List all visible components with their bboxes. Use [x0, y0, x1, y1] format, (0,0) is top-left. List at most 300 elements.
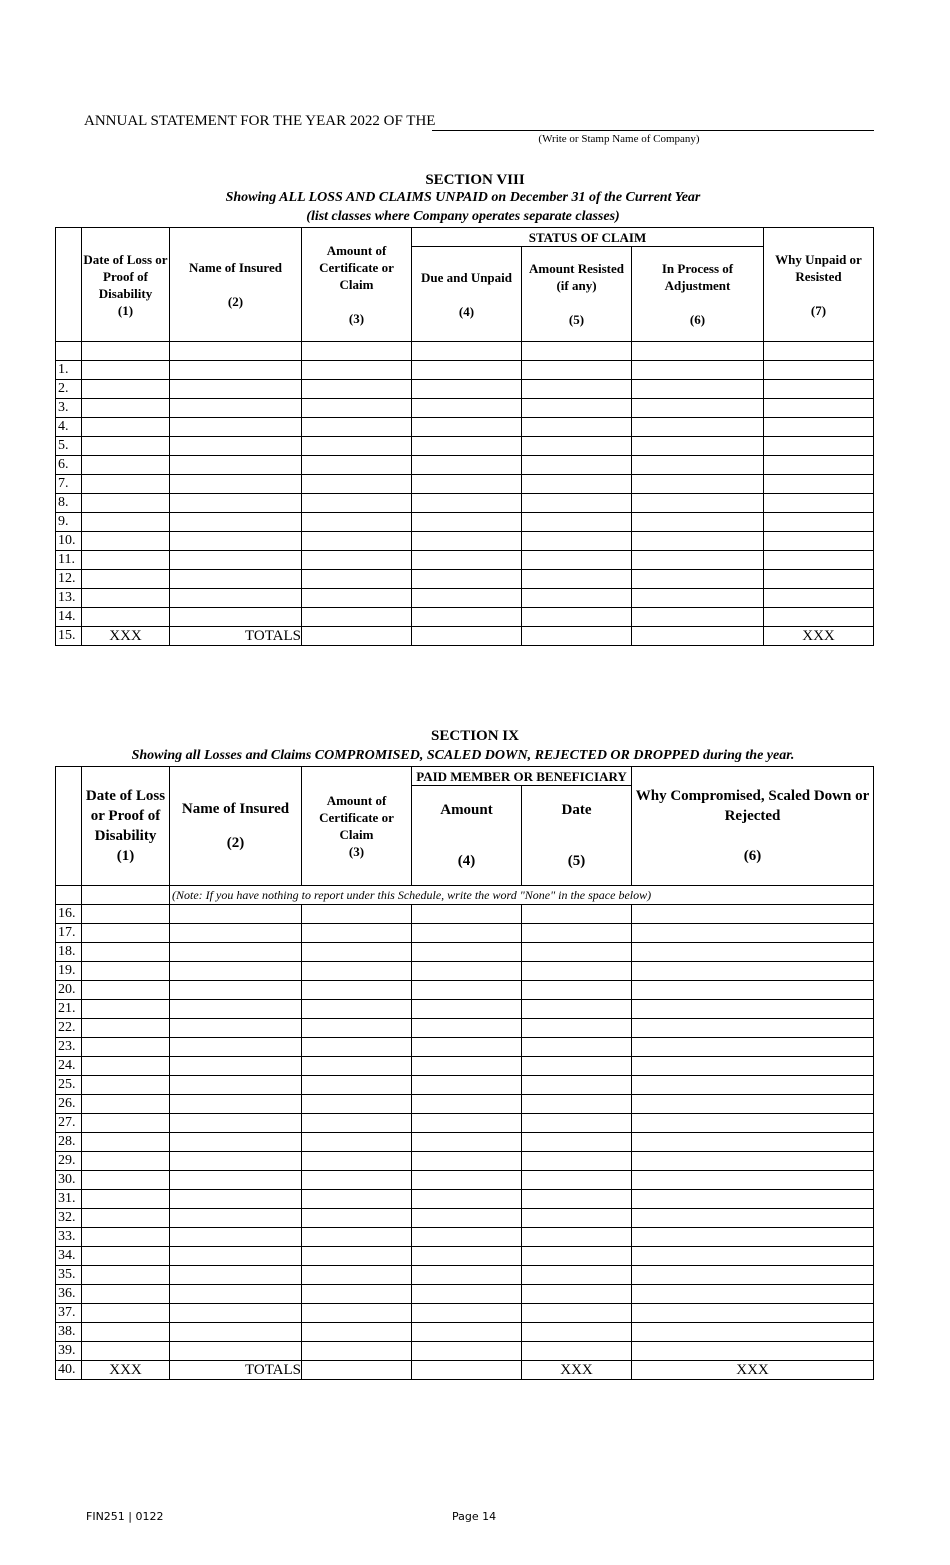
entry-cell-col4[interactable]: [412, 924, 522, 943]
entry-cell-col3[interactable]: [302, 399, 412, 418]
entry-cell-col7[interactable]: [764, 570, 874, 589]
entry-cell-col2[interactable]: [170, 361, 302, 380]
entry-cell-col1[interactable]: [82, 1304, 170, 1323]
entry-cell-col4[interactable]: [412, 1342, 522, 1361]
entry-cell-col4[interactable]: [412, 1038, 522, 1057]
entry-cell-col4[interactable]: [412, 1057, 522, 1076]
entry-cell-col6[interactable]: [632, 1114, 874, 1133]
entry-cell-col5[interactable]: [522, 1095, 632, 1114]
section-viii-subtitle: Showing ALL LOSS AND CLAIMS UNPAID on December 31 of the Current Year: [225, 190, 701, 205]
table-row: [56, 1152, 874, 1171]
entry-cell-col2[interactable]: [170, 1304, 302, 1323]
entry-cell-col6[interactable]: [632, 1076, 874, 1095]
entry-cell-col4[interactable]: [412, 1304, 522, 1323]
entry-cell-col5[interactable]: [522, 1209, 632, 1228]
entry-cell-col2[interactable]: [170, 1152, 302, 1171]
entry-cell-col3[interactable]: [302, 589, 412, 608]
entry-cell-col2[interactable]: [170, 905, 302, 924]
row-number: 14.: [56, 608, 82, 627]
entry-cell-col4[interactable]: [412, 905, 522, 924]
entry-cell-col5[interactable]: [522, 1323, 632, 1342]
entry-cell-col5[interactable]: [522, 924, 632, 943]
entry-cell-col5[interactable]: [522, 1076, 632, 1095]
entry-cell-col2[interactable]: [170, 1285, 302, 1304]
entry-cell-col1[interactable]: [82, 1342, 170, 1361]
paid-member-header: PAID MEMBER OR BENEFICIARY: [412, 767, 632, 786]
entry-cell-col3[interactable]: [302, 532, 412, 551]
entry-cell-col7[interactable]: [764, 589, 874, 608]
entry-cell-col4[interactable]: [412, 437, 522, 456]
entry-cell-col6[interactable]: [632, 1152, 874, 1171]
entry-cell-col1[interactable]: [82, 1323, 170, 1342]
entry-cell-col1[interactable]: [82, 1152, 170, 1171]
entry-cell-col4[interactable]: [412, 1209, 522, 1228]
entry-cell-col3[interactable]: [302, 361, 412, 380]
entry-cell-col1[interactable]: [82, 475, 170, 494]
entry-cell-col1[interactable]: [82, 361, 170, 380]
entry-cell-col7[interactable]: [764, 551, 874, 570]
entry-cell-col5[interactable]: [522, 962, 632, 981]
entry-cell-col7[interactable]: [764, 418, 874, 437]
totals-adjustment[interactable]: [632, 627, 764, 646]
entry-cell-col2[interactable]: [170, 1228, 302, 1247]
entry-cell-col5[interactable]: [522, 494, 632, 513]
entry-cell-col6[interactable]: [632, 1247, 874, 1266]
status-of-claim-header: STATUS OF CLAIM: [412, 228, 764, 247]
entry-cell-col2[interactable]: [170, 570, 302, 589]
row-number-header: [56, 228, 82, 342]
entry-cell-col1[interactable]: [82, 924, 170, 943]
column-header-5: Date (5): [522, 786, 632, 886]
entry-cell-col1[interactable]: [82, 1171, 170, 1190]
entry-cell-col2[interactable]: [170, 475, 302, 494]
entry-cell-col3[interactable]: [302, 475, 412, 494]
entry-cell-col6[interactable]: [632, 962, 874, 981]
entry-cell-col2[interactable]: [170, 1247, 302, 1266]
row-number: 17.: [56, 924, 82, 943]
entry-cell-col1[interactable]: [82, 456, 170, 475]
entry-cell-col4[interactable]: [412, 962, 522, 981]
entry-cell-col1[interactable]: [82, 1076, 170, 1095]
entry-cell-col3[interactable]: [302, 1342, 412, 1361]
entry-cell-col5[interactable]: [522, 1114, 632, 1133]
entry-cell-col5[interactable]: [522, 1285, 632, 1304]
entry-cell-col7[interactable]: [764, 437, 874, 456]
entry-cell-col1[interactable]: [82, 513, 170, 532]
row-number: 21.: [56, 1000, 82, 1019]
entry-cell-col6[interactable]: [632, 1342, 874, 1361]
entry-cell-col6[interactable]: [632, 1019, 874, 1038]
table-row: [56, 1000, 874, 1019]
totals-amount-claim[interactable]: [302, 1361, 412, 1380]
totals-date: XXX: [522, 1361, 632, 1380]
entry-cell-col2[interactable]: [170, 1209, 302, 1228]
entry-cell-col4[interactable]: [412, 1095, 522, 1114]
entry-cell-col6[interactable]: [632, 1228, 874, 1247]
entry-cell-col1[interactable]: [82, 551, 170, 570]
company-name-line[interactable]: [432, 130, 874, 131]
entry-cell-col4[interactable]: [412, 1114, 522, 1133]
entry-cell-col2[interactable]: [170, 1342, 302, 1361]
entry-cell-col2[interactable]: [170, 1076, 302, 1095]
entry-cell-col6[interactable]: [632, 399, 764, 418]
entry-cell-col1[interactable]: [82, 1019, 170, 1038]
row-number-header: [56, 767, 82, 886]
entry-cell-col1[interactable]: [82, 608, 170, 627]
entry-cell-col7[interactable]: [764, 532, 874, 551]
entry-cell-col2[interactable]: [170, 1171, 302, 1190]
entry-cell-col6[interactable]: [632, 1038, 874, 1057]
entry-cell-col6[interactable]: [632, 1171, 874, 1190]
entry-cell-col4[interactable]: [412, 1133, 522, 1152]
row-number: 13.: [56, 589, 82, 608]
table-row: [56, 1038, 874, 1057]
entry-cell-col4[interactable]: [412, 551, 522, 570]
entry-cell-col3[interactable]: [302, 1266, 412, 1285]
totals-col1: XXX: [82, 1361, 170, 1380]
entry-cell-col6[interactable]: [632, 437, 764, 456]
entry-cell-col1[interactable]: [82, 981, 170, 1000]
section-viii-subtitle-classes: (list classes where Company operates separate classes): [306, 209, 620, 224]
entry-cell-col5[interactable]: [522, 1304, 632, 1323]
totals-due-unpaid[interactable]: [412, 627, 522, 646]
entry-cell-col6[interactable]: [632, 1190, 874, 1209]
entry-cell-col2[interactable]: [170, 589, 302, 608]
entry-cell-col1[interactable]: [82, 943, 170, 962]
entry-cell-col2[interactable]: [170, 924, 302, 943]
entry-cell-col6[interactable]: [632, 924, 874, 943]
entry-cell-col5[interactable]: [522, 608, 632, 627]
entry-cell-col4[interactable]: [412, 1323, 522, 1342]
entry-cell-col4[interactable]: [412, 532, 522, 551]
entry-cell-col6[interactable]: [632, 1285, 874, 1304]
entry-cell-col7[interactable]: [764, 380, 874, 399]
entry-cell-col4[interactable]: [412, 1152, 522, 1171]
entry-cell-col5[interactable]: [522, 1057, 632, 1076]
entry-cell-col5[interactable]: [522, 551, 632, 570]
entry-cell-col5[interactable]: [522, 380, 632, 399]
row-number: 15.: [56, 627, 82, 646]
row-number: 37.: [56, 1304, 82, 1323]
entry-cell-col6[interactable]: [632, 1323, 874, 1342]
entry-cell-col2[interactable]: [170, 1019, 302, 1038]
entry-cell-col2[interactable]: [170, 1114, 302, 1133]
entry-cell-col4[interactable]: [412, 1076, 522, 1095]
entry-cell-col5[interactable]: [522, 1133, 632, 1152]
entry-cell-col3[interactable]: [302, 1076, 412, 1095]
entry-cell-col3[interactable]: [302, 924, 412, 943]
entry-cell-col2[interactable]: [170, 943, 302, 962]
entry-cell-col2[interactable]: [170, 1000, 302, 1019]
entry-cell-col2[interactable]: [170, 1133, 302, 1152]
entry-cell-col6[interactable]: [632, 589, 764, 608]
entry-cell-col4[interactable]: [412, 1190, 522, 1209]
entry-cell-col5[interactable]: [522, 1247, 632, 1266]
entry-cell-col7[interactable]: [764, 513, 874, 532]
entry-cell-col1[interactable]: [82, 1190, 170, 1209]
entry-cell-col6[interactable]: [632, 513, 764, 532]
entry-cell-col6[interactable]: [632, 608, 764, 627]
entry-cell-col3[interactable]: [302, 380, 412, 399]
row-number: 18.: [56, 943, 82, 962]
entry-cell-col4[interactable]: [412, 1247, 522, 1266]
entry-cell-col3[interactable]: [302, 1190, 412, 1209]
entry-cell-col2[interactable]: [170, 380, 302, 399]
entry-cell-col4[interactable]: [412, 1228, 522, 1247]
table-row: [56, 494, 874, 513]
entry-cell-col5[interactable]: [522, 1019, 632, 1038]
entry-cell-col6[interactable]: [632, 551, 764, 570]
entry-cell-col6[interactable]: [632, 380, 764, 399]
entry-cell-col5[interactable]: [522, 513, 632, 532]
entry-cell-col3[interactable]: [302, 1114, 412, 1133]
entry-cell-col4[interactable]: [412, 608, 522, 627]
entry-cell-col1[interactable]: [82, 570, 170, 589]
entry-cell-col1[interactable]: [82, 1114, 170, 1133]
entry-cell-col6[interactable]: [632, 532, 764, 551]
entry-cell-col5[interactable]: [522, 418, 632, 437]
entry-cell-col5[interactable]: [522, 1152, 632, 1171]
entry-cell-col4[interactable]: [412, 1019, 522, 1038]
entry-cell-col4[interactable]: [412, 399, 522, 418]
entry-cell-col5[interactable]: [522, 905, 632, 924]
entry-cell-col5[interactable]: [522, 589, 632, 608]
entry-cell-col2[interactable]: [170, 437, 302, 456]
table-row: [56, 570, 874, 589]
row-number: 3.: [56, 399, 82, 418]
entry-cell-col2[interactable]: [170, 1038, 302, 1057]
entry-cell-col6[interactable]: [632, 1057, 874, 1076]
entry-cell-col4[interactable]: [412, 1171, 522, 1190]
entry-cell-col2[interactable]: [170, 494, 302, 513]
entry-cell-col6[interactable]: [632, 1304, 874, 1323]
entry-cell-col1[interactable]: [82, 1095, 170, 1114]
entry-cell-col5[interactable]: [522, 1038, 632, 1057]
totals-why: XXX: [632, 1361, 874, 1380]
table-row: [56, 456, 874, 475]
table-row: [56, 1304, 874, 1323]
entry-cell-col1[interactable]: [82, 1228, 170, 1247]
entry-cell-col4[interactable]: [412, 494, 522, 513]
table-row: [56, 943, 874, 962]
entry-cell-col1[interactable]: [82, 1057, 170, 1076]
entry-cell-col5[interactable]: [522, 1000, 632, 1019]
table-row: [56, 608, 874, 627]
entry-cell-col2[interactable]: [170, 1095, 302, 1114]
entry-cell-col2[interactable]: [170, 1323, 302, 1342]
entry-cell-col5[interactable]: [522, 475, 632, 494]
entry-cell-col6[interactable]: [632, 1266, 874, 1285]
entry-cell-col4[interactable]: [412, 1285, 522, 1304]
page-number: Page 14: [452, 1510, 497, 1523]
entry-cell-col1[interactable]: [82, 589, 170, 608]
entry-cell-col4[interactable]: [412, 475, 522, 494]
entry-cell-col4[interactable]: [412, 513, 522, 532]
entry-cell-col1[interactable]: [82, 1038, 170, 1057]
entry-cell-col3[interactable]: [302, 1209, 412, 1228]
section-ix-table: [55, 766, 874, 1380]
entry-cell-col3[interactable]: [302, 1133, 412, 1152]
entry-cell-col3[interactable]: [302, 1000, 412, 1019]
entry-cell-col3[interactable]: [302, 513, 412, 532]
row-number: 19.: [56, 962, 82, 981]
entry-cell-col1[interactable]: [82, 1266, 170, 1285]
entry-cell-col5[interactable]: [522, 361, 632, 380]
entry-cell-col3[interactable]: [302, 570, 412, 589]
entry-cell-col1[interactable]: [82, 399, 170, 418]
entry-cell-col1[interactable]: [82, 532, 170, 551]
entry-cell-col2[interactable]: [170, 399, 302, 418]
entry-cell-col3[interactable]: [302, 981, 412, 1000]
entry-cell-col1[interactable]: [82, 418, 170, 437]
entry-cell-col2[interactable]: [170, 551, 302, 570]
entry-cell-col5[interactable]: [522, 1190, 632, 1209]
entry-cell-col2[interactable]: [170, 1266, 302, 1285]
totals-row: [56, 627, 874, 646]
entry-cell-col4[interactable]: [412, 981, 522, 1000]
totals-resisted[interactable]: [522, 627, 632, 646]
entry-cell-col5[interactable]: [522, 1342, 632, 1361]
entry-cell-col1[interactable]: [82, 1209, 170, 1228]
totals-amount[interactable]: [302, 627, 412, 646]
entry-cell-col3[interactable]: [302, 1095, 412, 1114]
entry-cell-col2[interactable]: [170, 981, 302, 1000]
entry-cell-col3[interactable]: [302, 551, 412, 570]
entry-cell-col5[interactable]: [522, 570, 632, 589]
section-ix-title: SECTION IX: [431, 728, 519, 744]
table-row: [56, 1171, 874, 1190]
column-header-4: Amount (4): [412, 786, 522, 886]
entry-cell-col1[interactable]: [82, 494, 170, 513]
entry-cell-col2[interactable]: [170, 1057, 302, 1076]
entry-cell-col3[interactable]: [302, 608, 412, 627]
entry-cell-col3[interactable]: [302, 418, 412, 437]
entry-cell-col5[interactable]: [522, 1266, 632, 1285]
entry-cell-col5[interactable]: [522, 943, 632, 962]
totals-col7: XXX: [764, 627, 874, 646]
entry-cell-col1[interactable]: [82, 1285, 170, 1304]
entry-cell-col3[interactable]: [302, 1285, 412, 1304]
entry-cell-col6[interactable]: [632, 905, 874, 924]
table-row: [56, 551, 874, 570]
entry-cell-col5[interactable]: [522, 981, 632, 1000]
column-header-3: Amount of Certificate or Claim (3): [302, 767, 412, 886]
entry-cell-col6[interactable]: [632, 943, 874, 962]
totals-amount-paid[interactable]: [412, 1361, 522, 1380]
entry-cell-col3[interactable]: [302, 1228, 412, 1247]
entry-cell-col2[interactable]: [170, 456, 302, 475]
entry-cell-col3[interactable]: [302, 437, 412, 456]
column-header-4: Due and Unpaid (4): [412, 247, 522, 342]
entry-cell-col4[interactable]: [412, 943, 522, 962]
entry-cell-col4[interactable]: [412, 589, 522, 608]
entry-cell-col3[interactable]: [302, 1323, 412, 1342]
entry-cell-col2[interactable]: [170, 532, 302, 551]
entry-cell-col7[interactable]: [764, 475, 874, 494]
entry-cell-col2[interactable]: [170, 1190, 302, 1209]
entry-cell-col3[interactable]: [302, 1304, 412, 1323]
entry-cell-col6[interactable]: [632, 981, 874, 1000]
entry-cell-col7[interactable]: [764, 494, 874, 513]
totals-label: TOTALS: [170, 627, 302, 646]
entry-cell-col3[interactable]: [302, 1019, 412, 1038]
entry-cell-col1[interactable]: [82, 962, 170, 981]
table-row: [56, 962, 874, 981]
entry-cell-col2[interactable]: [170, 418, 302, 437]
row-number: 2.: [56, 380, 82, 399]
entry-cell-col1[interactable]: [82, 1000, 170, 1019]
entry-cell-col5[interactable]: [522, 1171, 632, 1190]
company-name-caption: (Write or Stamp Name of Company): [538, 133, 700, 145]
entry-cell-col3[interactable]: [302, 494, 412, 513]
entry-cell-col4[interactable]: [412, 1266, 522, 1285]
entry-cell-col4[interactable]: [412, 1000, 522, 1019]
entry-cell-col7[interactable]: [764, 456, 874, 475]
entry-cell-col6[interactable]: [632, 475, 764, 494]
entry-cell-col3[interactable]: [302, 943, 412, 962]
row-number: 9.: [56, 513, 82, 532]
entry-cell-col4[interactable]: [412, 418, 522, 437]
table-row: [56, 418, 874, 437]
entry-cell-col3[interactable]: [302, 1247, 412, 1266]
entry-cell-col1[interactable]: [82, 905, 170, 924]
entry-cell-col2[interactable]: [170, 962, 302, 981]
column-header-7: Why Unpaid or Resisted (7): [764, 228, 874, 342]
entry-cell-col5[interactable]: [522, 437, 632, 456]
entry-cell-col2[interactable]: [170, 608, 302, 627]
entry-cell-col6[interactable]: [632, 418, 764, 437]
entry-cell-col4[interactable]: [412, 456, 522, 475]
totals-col1: XXX: [82, 627, 170, 646]
entry-cell-col6[interactable]: [632, 1000, 874, 1019]
entry-cell-col7[interactable]: [764, 399, 874, 418]
entry-cell-col3[interactable]: [302, 1171, 412, 1190]
entry-cell-col1[interactable]: [82, 437, 170, 456]
row-number: 24.: [56, 1057, 82, 1076]
entry-cell-col6[interactable]: [632, 570, 764, 589]
statement-title: ANNUAL STATEMENT FOR THE YEAR 2022 OF THE: [84, 113, 436, 129]
entry-cell-col5[interactable]: [522, 399, 632, 418]
entry-cell-col1[interactable]: [82, 1133, 170, 1152]
entry-cell-col2[interactable]: [170, 513, 302, 532]
entry-cell-col5[interactable]: [522, 456, 632, 475]
row-number: 30.: [56, 1171, 82, 1190]
entry-cell-col4[interactable]: [412, 570, 522, 589]
entry-cell-col6[interactable]: [632, 361, 764, 380]
entry-cell-col1[interactable]: [82, 380, 170, 399]
entry-cell-col7[interactable]: [764, 361, 874, 380]
entry-cell-col5[interactable]: [522, 532, 632, 551]
entry-cell-col1[interactable]: [82, 1247, 170, 1266]
entry-cell-col6[interactable]: [632, 456, 764, 475]
entry-cell-col3[interactable]: [302, 1038, 412, 1057]
entry-cell-col7[interactable]: [764, 608, 874, 627]
section-viii-table: [55, 227, 874, 646]
row-number: 4.: [56, 418, 82, 437]
entry-cell-col3[interactable]: [302, 456, 412, 475]
entry-cell-col4[interactable]: [412, 380, 522, 399]
entry-cell-col4[interactable]: [412, 361, 522, 380]
entry-cell-col3[interactable]: [302, 1057, 412, 1076]
entry-cell-col3[interactable]: [302, 962, 412, 981]
entry-cell-col3[interactable]: [302, 1152, 412, 1171]
entry-cell-col6[interactable]: [632, 1133, 874, 1152]
entry-cell-col6[interactable]: [632, 1209, 874, 1228]
entry-cell-col6[interactable]: [632, 1095, 874, 1114]
entry-cell-col5[interactable]: [522, 1228, 632, 1247]
entry-cell-col3[interactable]: [302, 905, 412, 924]
entry-cell-col6[interactable]: [632, 494, 764, 513]
